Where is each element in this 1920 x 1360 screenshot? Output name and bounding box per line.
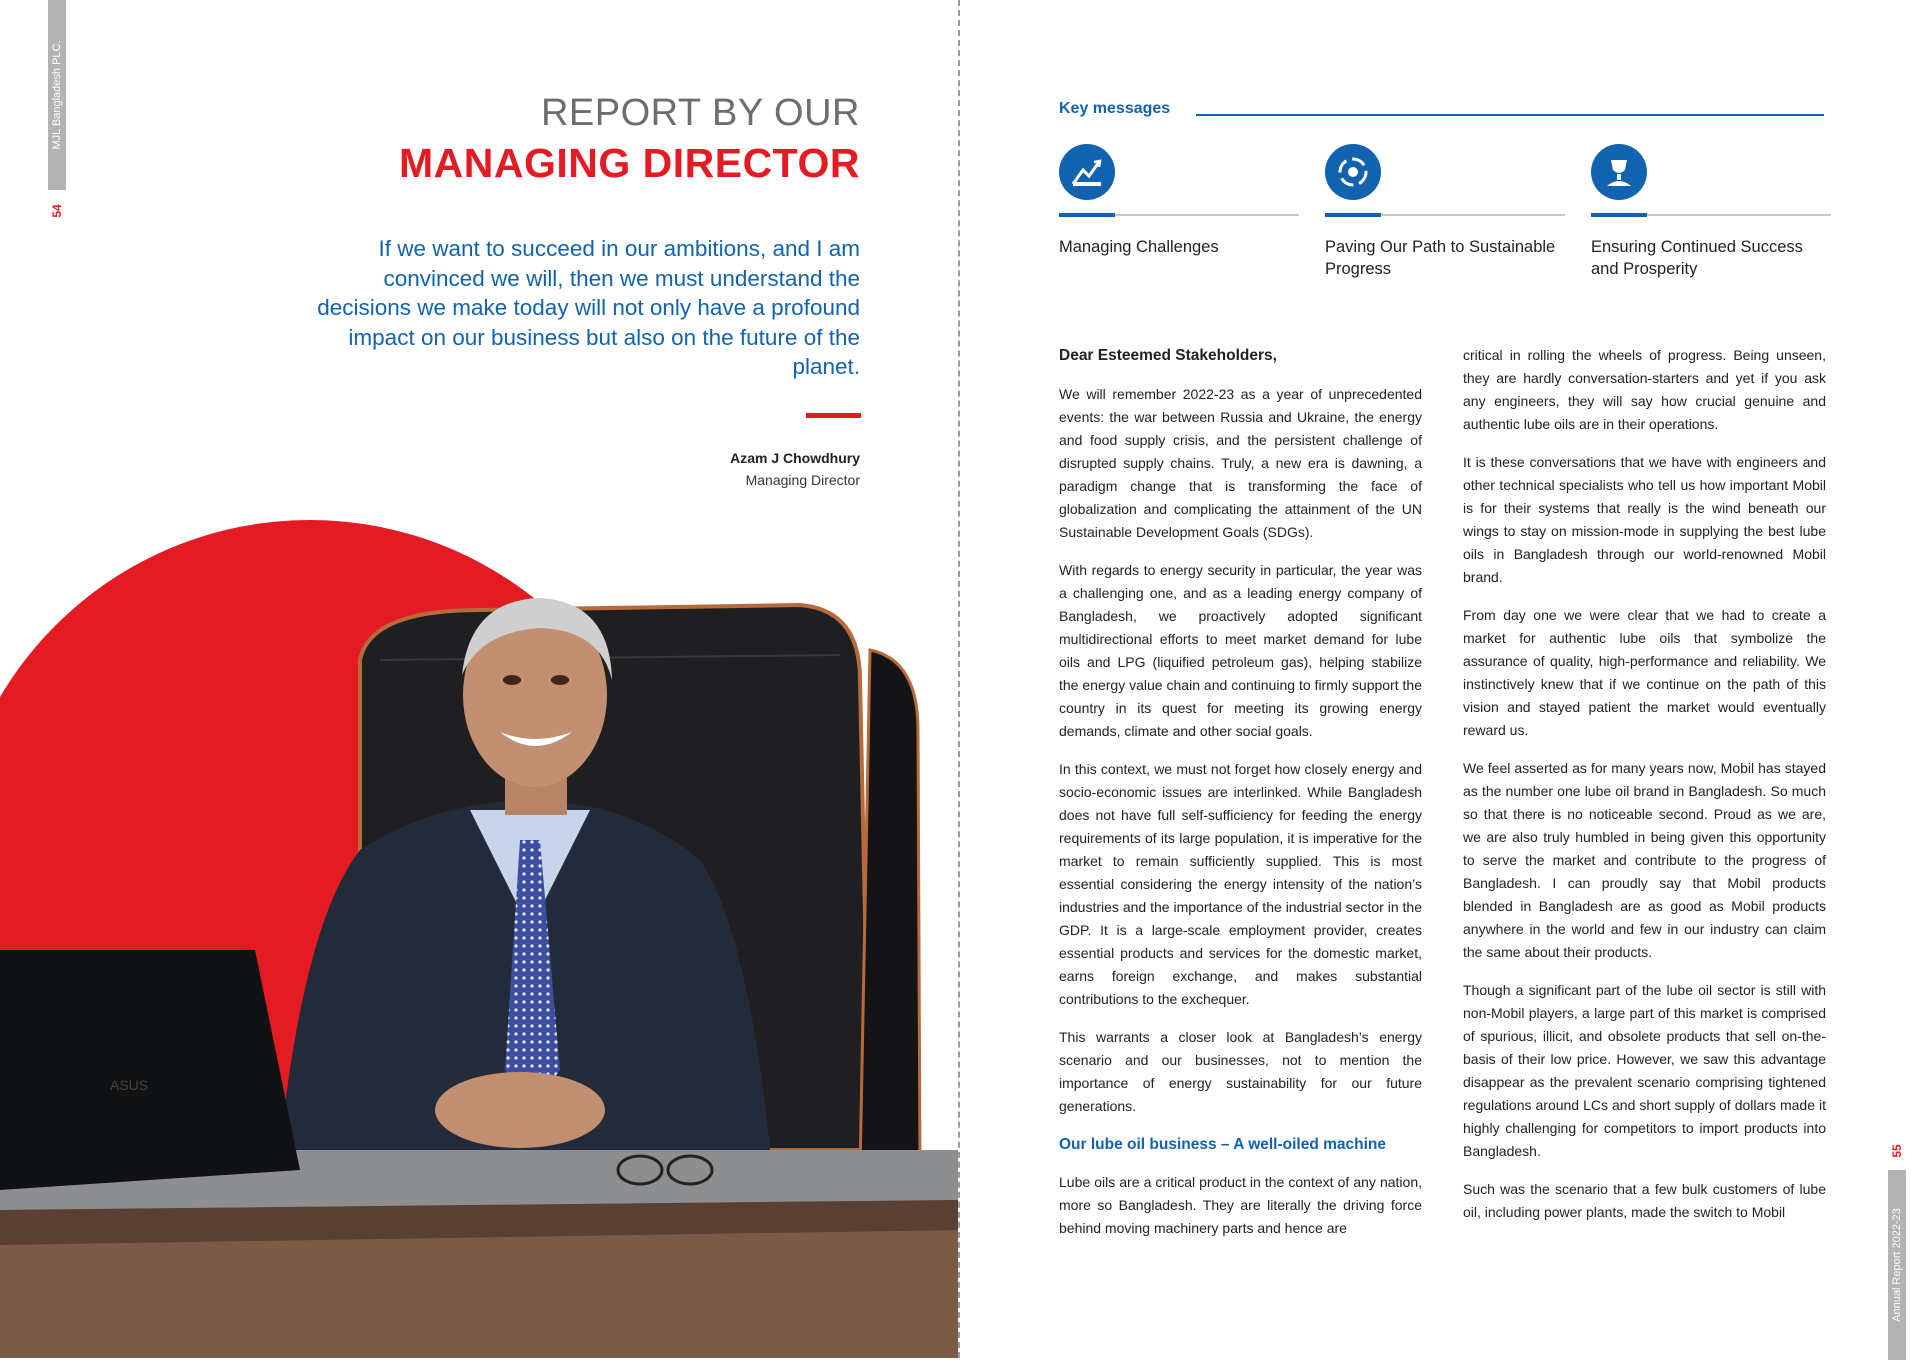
pull-quote: If we want to succeed in our ambitions, and I am convinced we will, then we must understand the decisions we make today will not only have a profound impact on our business but also on the future of the planet.	[317, 236, 860, 379]
greeting: Dear Esteemed Stakeholders,	[1059, 347, 1277, 364]
page-title-line1: REPORT BY OUR	[540, 92, 860, 134]
body-paragraph: From day one we were clear that we had to create a market for authentic lube oils that symbolize the assurance of quality, high-performance and reliability. We instinctively knew that if we continue on the path of this vision and stayed patient the market would eventually reward us.	[1463, 607, 1826, 738]
left-page	[0, 0, 958, 1358]
body-paragraph: Such was the scenario that a few bulk customers of lube oil, including power plants, made the switch to Mobil	[1463, 1181, 1826, 1220]
body-paragraph: With regards to energy security in particular, the year was a challenging one, and as a leading energy company of Bangladesh, we proactively adopted significant multidirectional efforts to meet market demand for lube oils and LPG (liquified petroleum gas), helping stabilize the energy value chain and continuing to firmly support the country in its quest for meeting its growing energy demands, climate and other social goals.	[1059, 562, 1422, 739]
body-paragraph: It is these conversations that we have with engineers and other technical specialists who tell us how important Mobil is for their systems that really is the wind beneath our wings to stay on mission-mode in supplying the best lube oils in Bangladesh through our world-renowned Mobil brand.	[1463, 454, 1826, 585]
body-column-2	[1463, 344, 1826, 1239]
key-message-label: Paving Our Path to Sustainable Progress	[1325, 238, 1556, 278]
key-message-label: Ensuring Continued Success and Prosperity	[1591, 238, 1803, 278]
director-photo	[0, 510, 958, 1358]
body-column-1	[1059, 344, 1422, 1255]
page-title-line2: MANAGING DIRECTOR	[398, 140, 860, 186]
company-side-label: MJL Bangladesh PLC.	[51, 40, 63, 150]
key-message-item	[1325, 144, 1565, 278]
body-paragraph: We will remember 2022-23 as a year of unprecedented events: the war between Russia and Ukraine, the energy and food supply crisis, and the persistent challenge of disrupted supply chains. Truly, a new era is dawning, a paradigm change that is transforming the face of globalization and complicating the attainment of the UN Sustainable Development Goals (SDGs).	[1059, 386, 1422, 540]
section-subheading: Our lube oil business – A well-oiled machine	[1059, 1136, 1387, 1153]
page-number: 55	[1890, 1144, 1904, 1158]
body-paragraph: In this context, we must not forget how closely energy and socio-economic issues are interlinked. While Bangladesh does not have full self-sufficiency for feeding the energy requirements of its large population, it is imperative for the market to remain sufficiently supplied. This is most essential considering the energy intensity of the nation’s industries and the importance of the industrial sector in the GDP. It is a large-scale employment provider, creates essential products and services for the domestic market, earns foreign exchange, and makes substantial contributions to the exchequer.	[1059, 761, 1422, 1007]
laptop-logo: ASUS	[110, 1077, 149, 1093]
prosperity-icon	[1591, 144, 1647, 200]
divider	[806, 413, 861, 418]
signatory-name: Azam J Chowdhury	[730, 450, 860, 466]
body-paragraph: This warrants a closer look at Bangladesh’s energy scenario and our businesses, not to mention the importance of energy sustainability for our future generations.	[1059, 1029, 1422, 1114]
report-side-label: Annual Report 2022-23	[1891, 1208, 1903, 1322]
challenge-icon	[1059, 144, 1115, 200]
key-message-item	[1591, 144, 1831, 278]
key-messages-label: Key messages	[1059, 100, 1171, 117]
key-message-label: Managing Challenges	[1059, 238, 1219, 256]
body-paragraph: Lube oils are a critical product in the context of any nation, more so Bangladesh. They are literally the driving force behind moving machinery parts and hence are	[1059, 1174, 1422, 1236]
sustainability-icon	[1325, 144, 1381, 200]
body-paragraph: We feel asserted as for many years now, Mobil has stayed as the number one lube oil brand in Bangladesh. So much so that there is no noticeable second. Proud as we are, we are also truly humbled in being given this opportunity to serve the market and contribute to the progress of Bangladesh. I can proudly say that Mobil products blended in Bangladesh are as good as Mobil products anywhere in the world and few in our industry can claim the same about their products.	[1463, 760, 1826, 960]
page-number: 54	[50, 204, 64, 218]
key-message-item	[1059, 144, 1299, 256]
right-page	[960, 0, 1920, 1358]
body-paragraph: Though a significant part of the lube oil sector is still with non-Mobil players, a large part of this market is comprised of spurious, illicit, and obsolete products that sell on-the-basis of their low price. However, we saw this advantage disappear as the prevalent scenario comprising tightened regulations around LCs and short supply of dollars made it highly challenging for competitors to import products into Bangladesh.	[1463, 982, 1826, 1159]
body-paragraph: critical in rolling the wheels of progress. Being unseen, they are hardly conversation-starters and yet if you ask any engineers, they will say how crucial genuine and authentic lube oils are in their operations.	[1463, 347, 1826, 432]
key-messages-rule	[1196, 114, 1824, 116]
signatory-role: Managing Director	[745, 472, 860, 488]
